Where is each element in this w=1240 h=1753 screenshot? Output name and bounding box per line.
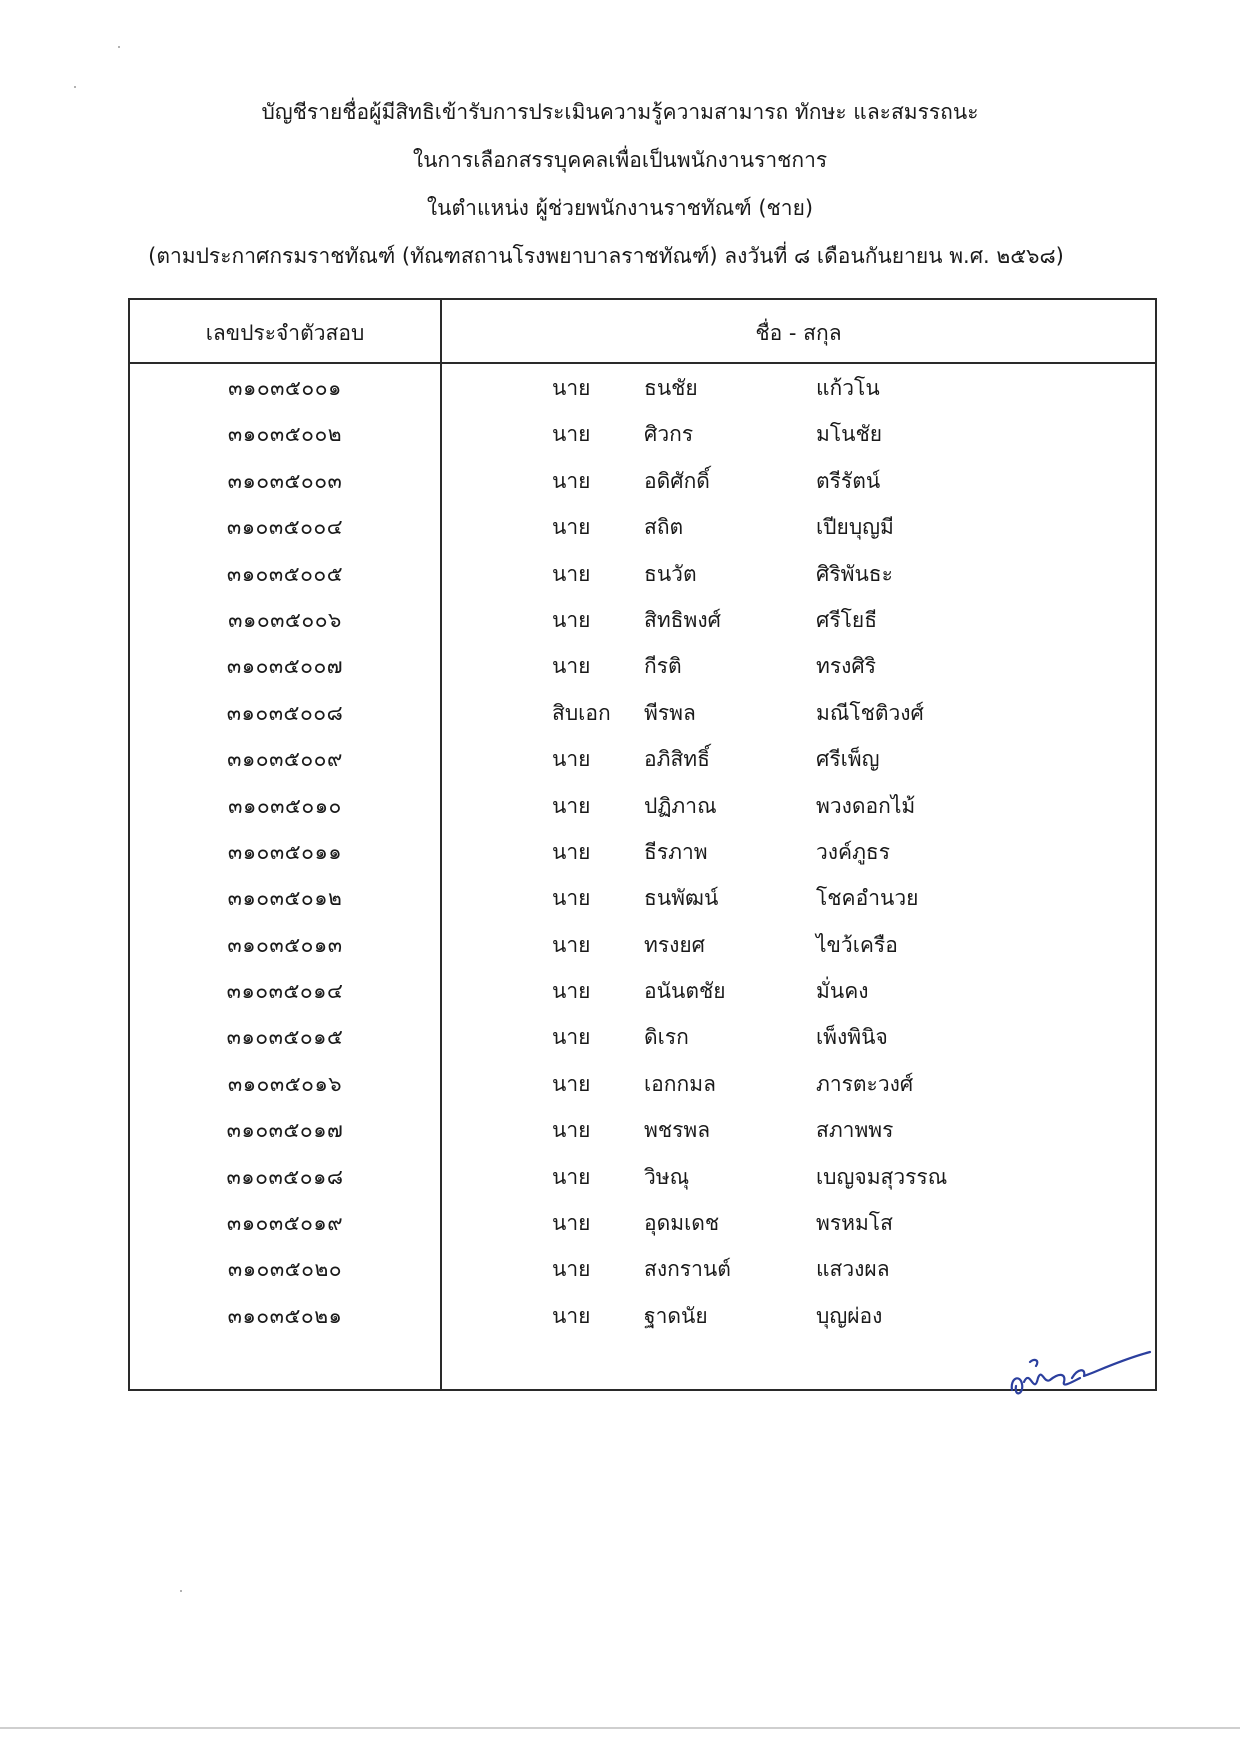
- name-title-cell: สิบเอก: [552, 700, 611, 725]
- signature-mark: [1000, 1338, 1170, 1408]
- last-name-cell: เพ็งพินิจ: [816, 1025, 888, 1050]
- first-name-cell: วิษณุ: [644, 1164, 690, 1189]
- last-name-cell: เปียบุญมี: [816, 515, 894, 540]
- exam-id-cell: ๓๑๐๓๕๐๑๗: [226, 1118, 344, 1143]
- exam-id-cell: ๓๑๐๓๕๐๑๐: [228, 793, 342, 818]
- last-name-cell: เบญจมสุวรรณ: [816, 1164, 948, 1189]
- first-name-cell: อุดมเดช: [644, 1211, 720, 1236]
- exam-id-cell: ๓๑๐๓๕๐๐๖: [228, 607, 342, 632]
- exam-id-cell: ๓๑๐๓๕๐๑๖: [227, 1071, 343, 1096]
- candidate-table: [128, 298, 1157, 1391]
- exam-id-cell: ๓๑๐๓๕๐๑๔: [226, 979, 344, 1004]
- table-row: [130, 783, 1155, 829]
- last-name-cell: มั่นคง: [816, 979, 869, 1004]
- table-row: [130, 504, 1155, 550]
- table-row: [130, 875, 1155, 921]
- column-header-full-name: ชื่อ - สกุล: [755, 321, 842, 345]
- exam-id-cell: ๓๑๐๓๕๐๑๕: [226, 1025, 344, 1050]
- last-name-cell: มณีโชติวงศ์: [816, 700, 924, 725]
- first-name-cell: ปฏิภาณ: [644, 793, 717, 818]
- first-name-cell: ธนชัย: [644, 376, 698, 400]
- first-name-cell: พีรพล: [644, 700, 696, 725]
- first-name-cell: ธนพัฒน์: [644, 886, 719, 911]
- name-title-cell: นาย: [552, 607, 591, 632]
- announcement-reference: (ตามประกาศกรมราชทัณฑ์ (ทัณฑสถานโรงพยาบาลราชทัณฑ์) ลงวันที่ ๘ เดือนกันยายน พ.ศ. ๒๕๖๘): [148, 244, 1064, 268]
- last-name-cell: บุญผ่อง: [816, 1303, 883, 1328]
- name-title-cell: นาย: [552, 468, 591, 493]
- exam-id-cell: ๓๑๐๓๕๐๐๘: [226, 700, 344, 725]
- last-name-cell: แสวงผล: [816, 1257, 890, 1282]
- last-name-cell: มโนชัย: [816, 422, 883, 447]
- exam-id-cell: ๓๑๐๓๕๐๐๓: [227, 468, 343, 493]
- last-name-cell: ทรงศิริ: [816, 654, 876, 679]
- name-title-cell: นาย: [552, 561, 591, 586]
- first-name-cell: สถิต: [644, 515, 684, 540]
- last-name-cell: วงค์ภูธร: [816, 839, 891, 864]
- table-row: [130, 829, 1155, 875]
- column-header-exam-id: เลขประจำตัวสอบ: [205, 321, 365, 345]
- table-row: [130, 736, 1155, 782]
- exam-id-cell: ๓๑๐๓๕๐๐๙: [227, 747, 343, 772]
- exam-id-cell: ๓๑๐๓๕๐๐๑: [228, 376, 342, 400]
- scan-speck: [118, 46, 120, 48]
- last-name-cell: ศรีเพ็ญ: [816, 747, 880, 772]
- name-title-cell: นาย: [552, 1025, 591, 1050]
- table-row: [130, 1293, 1155, 1339]
- scan-edge-line: [0, 1727, 1240, 1729]
- first-name-cell: ฐาดนัย: [644, 1303, 708, 1328]
- exam-id-cell: ๓๑๐๓๕๐๑๓: [227, 932, 343, 957]
- table-row: [130, 1200, 1155, 1246]
- name-title-cell: นาย: [552, 793, 591, 818]
- table-row: [130, 690, 1155, 736]
- first-name-cell: ธนวัต: [644, 561, 697, 586]
- first-name-cell: เอกกมล: [644, 1071, 716, 1096]
- name-title-cell: นาย: [552, 886, 591, 911]
- exam-id-cell: ๓๑๐๓๕๐๑๙: [226, 1211, 344, 1236]
- last-name-cell: ภารตะวงศ์: [816, 1071, 914, 1096]
- name-title-cell: นาย: [552, 1164, 591, 1189]
- table-row: [130, 1061, 1155, 1107]
- last-name-cell: ศรีโยธี: [816, 607, 878, 632]
- table-row: [130, 365, 1155, 411]
- last-name-cell: โชคอำนวย: [816, 886, 919, 911]
- exam-id-cell: ๓๑๐๓๕๐๑๒: [227, 886, 343, 911]
- last-name-cell: ศิริพันธะ: [816, 561, 893, 586]
- exam-id-cell: ๓๑๐๓๕๐๐๗: [226, 654, 344, 679]
- first-name-cell: ศิวกร: [644, 422, 694, 447]
- table-row: [130, 1107, 1155, 1153]
- exam-id-cell: ๓๑๐๓๕๐๐๕: [226, 561, 344, 586]
- position-title: ในตำแหน่ง ผู้ช่วยพนักงานราชทัณฑ์ (ชาย): [426, 196, 814, 220]
- first-name-cell: ธีรภาพ: [644, 839, 708, 864]
- name-title-cell: นาย: [552, 1211, 591, 1236]
- first-name-cell: พชรพล: [644, 1118, 711, 1143]
- first-name-cell: ทรงยศ: [644, 932, 706, 957]
- last-name-cell: ตรีรัตน์: [816, 468, 881, 493]
- table-row: [130, 458, 1155, 504]
- table-body: [130, 365, 1155, 1339]
- name-title-cell: นาย: [552, 979, 591, 1004]
- table-row: [130, 1246, 1155, 1292]
- table-row: [130, 1014, 1155, 1060]
- first-name-cell: กีรติ: [644, 654, 682, 679]
- first-name-cell: สิทธิพงศ์: [644, 607, 721, 632]
- exam-id-cell: ๓๑๐๓๕๐๒๑: [227, 1303, 343, 1328]
- exam-id-cell: ๓๑๐๓๕๐๑๘: [226, 1164, 344, 1189]
- first-name-cell: อดิศักดิ์: [644, 468, 710, 493]
- table-row: [130, 411, 1155, 457]
- name-title-cell: นาย: [552, 932, 591, 957]
- last-name-cell: สภาพพร: [816, 1118, 894, 1143]
- document-title: บัญชีรายชื่อผู้มีสิทธิเข้ารับการประเมินความรู้ความสามารถ ทักษะ และสมรรถนะ: [261, 100, 979, 124]
- table-row: [130, 1154, 1155, 1200]
- exam-id-cell: ๓๑๐๓๕๐๐๒: [227, 422, 343, 447]
- last-name-cell: พวงดอกไม้: [816, 793, 916, 818]
- first-name-cell: อนันตชัย: [644, 979, 726, 1004]
- first-name-cell: อภิสิทธิ์: [644, 747, 710, 772]
- name-title-cell: นาย: [552, 654, 591, 679]
- first-name-cell: ดิเรก: [644, 1025, 689, 1050]
- last-name-cell: ไขว้เครือ: [816, 932, 898, 957]
- table-row: [130, 643, 1155, 689]
- document-header: [0, 88, 1240, 280]
- table-row: [130, 968, 1155, 1014]
- scan-speck: [74, 86, 76, 88]
- name-title-cell: นาย: [552, 422, 591, 447]
- table-header-row: [130, 300, 1155, 364]
- last-name-cell: พรหมโส: [816, 1211, 893, 1236]
- scan-speck: [180, 1590, 182, 1592]
- exam-id-cell: ๓๑๐๓๕๐๒๐: [227, 1257, 343, 1282]
- name-title-cell: นาย: [552, 1118, 591, 1143]
- name-title-cell: นาย: [552, 839, 591, 864]
- name-title-cell: นาย: [552, 747, 591, 772]
- name-title-cell: นาย: [552, 1303, 591, 1328]
- name-title-cell: นาย: [552, 515, 591, 540]
- name-title-cell: นาย: [552, 376, 591, 400]
- first-name-cell: สงกรานต์: [644, 1257, 731, 1282]
- table-row: [130, 922, 1155, 968]
- table-row: [130, 597, 1155, 643]
- last-name-cell: แก้วโน: [816, 376, 880, 400]
- exam-id-cell: ๓๑๐๓๕๐๑๑: [227, 839, 343, 864]
- name-title-cell: นาย: [552, 1071, 591, 1096]
- table-row: [130, 551, 1155, 597]
- document-subtitle: ในการเลือกสรรบุคคลเพื่อเป็นพนักงานราชการ: [412, 148, 828, 172]
- name-title-cell: นาย: [552, 1257, 591, 1282]
- exam-id-cell: ๓๑๐๓๕๐๐๔: [226, 515, 344, 540]
